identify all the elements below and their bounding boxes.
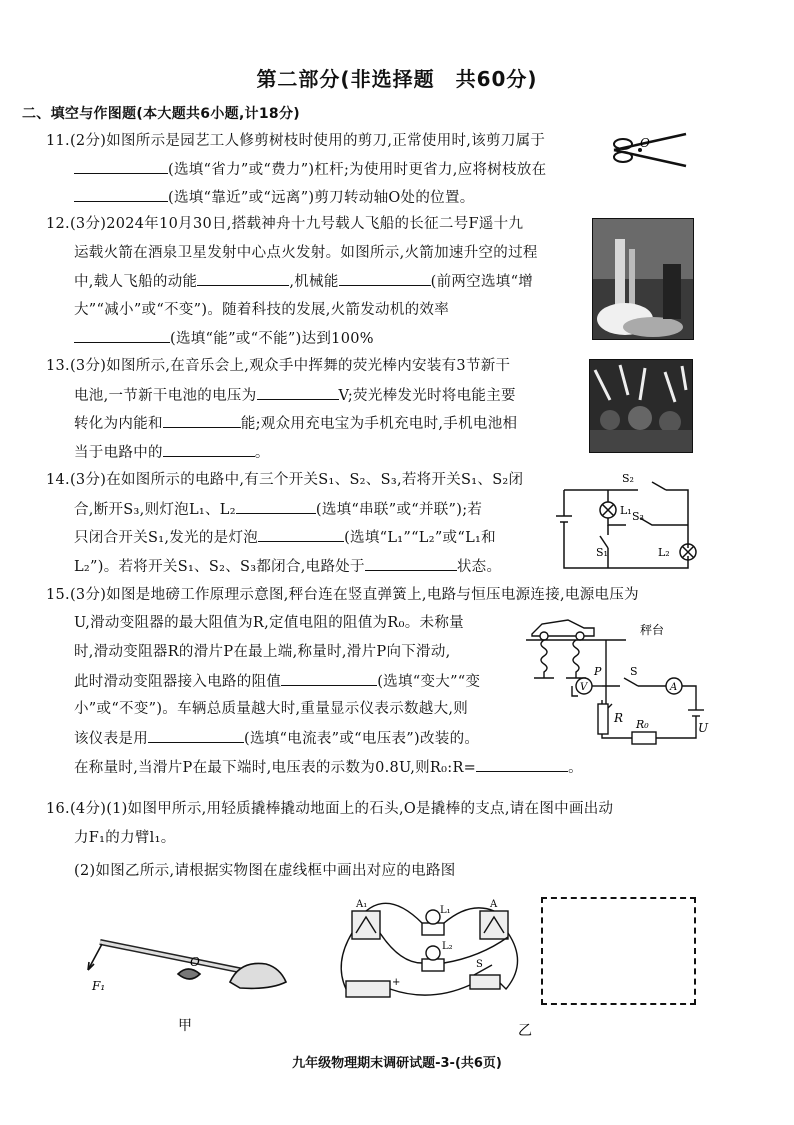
q14-blank-2[interactable]	[258, 527, 344, 542]
q16-line-1: 16.(4分)(1)如图甲所示,用轻质撬棒撬动地面上的石头,O是撬棒的支点,请在图中画出动	[46, 801, 614, 817]
weighbridge-s-label: S	[630, 665, 638, 678]
q15-line-6a: 该仪表是用	[74, 731, 148, 747]
q11-line-3: (选填“靠近”或“远离”)剪刀转动轴O处的位置。	[168, 190, 475, 206]
q15-blank-2[interactable]	[148, 728, 244, 743]
q14-line-2b: (选填“串联”或“并联”);若	[315, 502, 483, 518]
q13-line-3a: 转化为内能和	[74, 416, 163, 432]
q15-line-1: 15.(3分)如图是地磅工作原理示意图,秤台连在竖直弹簧上,电路与恒压电源连接,电源电压为	[46, 587, 639, 603]
q14-line-4a: L₂”)。若将开关S₁、S₂、S₃都闭合,电路处于	[74, 559, 365, 575]
q14-line-1: 14.(3分)在如图所示的电路中,有三个开关S₁、S₂、S₃,若将开关S₁、S₂闭	[46, 472, 524, 488]
q15-line-4b: (选填“变大”“变	[377, 674, 481, 690]
concert-photo	[589, 359, 693, 453]
q14-line-3a: 只闭合开关S₁,发光的是灯泡	[74, 530, 259, 546]
q12-blank-2[interactable]	[339, 271, 431, 286]
rocket-launch-photo	[592, 218, 694, 340]
q13-line-1: 13.(3分)如图所示,在音乐会上,观众手中挥舞的荧光棒内安装有3节新干	[46, 358, 511, 374]
q13-line-2b: V;荧光棒发光时将电能主要	[338, 388, 516, 404]
q14-circuit-diagram	[548, 470, 698, 578]
q12-line-5: (选填“能”或“不能”)达到100%	[170, 331, 374, 347]
q13-line-2a: 电池,一节新干电池的电压为	[74, 388, 257, 404]
physical-s-label: S	[476, 959, 483, 970]
weighbridge-r0-label: R₀	[636, 718, 649, 731]
page-title: 第二部分(非选择题 共60分)	[256, 67, 538, 91]
physical-l2-label: L₂	[442, 941, 453, 952]
physical-plus-label: +	[392, 977, 401, 988]
figure-b-caption: 乙	[518, 1023, 532, 1039]
q12-line-1: 12.(3分)2024年10月30日,搭载神舟十九号载人飞船的长征二号F遥十九	[46, 216, 524, 232]
q13-blank-3[interactable]	[163, 442, 255, 457]
scissors-figure	[610, 128, 690, 172]
section-heading: 二、填空与作图题(本大题共6小题,计18分)	[22, 106, 300, 122]
weighbridge-platform-label: 秤台	[640, 623, 665, 637]
scissors-o-label: O	[640, 136, 650, 150]
q12-blank-1[interactable]	[197, 271, 289, 286]
weighbridge-p-label: P	[594, 665, 602, 678]
physical-a1-label: A₁	[356, 899, 368, 910]
q13-line-3b: 能;观众用充电宝为手机充电时,手机电池相	[240, 416, 518, 432]
q12-line-3c: (前两空选填“增	[430, 274, 534, 290]
weighbridge-a-label: A	[670, 682, 678, 693]
q12-line-2: 运载火箭在酒泉卫星发射中心点火发射。如图所示,火箭加速升空的过程	[74, 245, 538, 261]
weighbridge-u-label: U	[698, 721, 709, 735]
page-footer: 九年级物理期末调研试题-3-(共6页)	[292, 1056, 502, 1071]
q15-line-3: 时,滑动变阻器R的滑片P在最上端,称量时,滑片P向下滑动,	[74, 644, 451, 660]
weighbridge-r-label: R	[614, 711, 624, 725]
q11-blank-2[interactable]	[74, 187, 168, 202]
physical-a-label: A	[490, 899, 498, 910]
q13-line-4a: 当于电路中的	[74, 445, 163, 461]
q14-s1-label: S₁	[596, 546, 608, 559]
physical-l1-label: L₁	[440, 905, 451, 916]
answer-dashed-box[interactable]	[541, 897, 696, 1005]
q15-line-6b: (选填“电流表”或“电压表”)改装的。	[244, 731, 480, 747]
lever-f1-label: F₁	[92, 979, 106, 993]
q12-line-3a: 中,载人飞船的动能	[74, 274, 198, 290]
q14-l2-label: L₂	[658, 546, 670, 559]
q14-line-3b: (选填“L₁”“L₂”或“L₁和	[344, 530, 496, 546]
q11-blank-1[interactable]	[74, 159, 168, 174]
q15-line-7a: 在称量时,当滑片P在最下端时,电压表的示数为0.8U,则R₀:R=	[74, 760, 477, 776]
q11-line-2: (选填“省力”或“费力”)杠杆;为使用时更省力,应将树枝放在	[168, 162, 547, 178]
q11-line-1: 11.(2分)如图所示是园艺工人修剪树枝时使用的剪刀,正常使用时,该剪刀属于	[46, 133, 546, 149]
q14-s2-label: S₂	[622, 472, 634, 485]
q12-line-4: 大”“减小”或“不变”)。随着科技的发展,火箭发动机的效率	[74, 302, 450, 318]
q16-line-2: 力F₁的力臂l₁。	[74, 830, 176, 846]
weighbridge-diagram	[520, 612, 714, 752]
lever-o-label: O	[190, 955, 200, 969]
figure-a-caption: 甲	[178, 1018, 192, 1034]
q14-s3-label: S₃	[632, 510, 644, 523]
q15-line-7b: 。	[568, 760, 583, 776]
q12-line-3b: ,机械能	[289, 274, 339, 290]
q15-blank-3[interactable]	[476, 757, 568, 772]
q14-line-4b: 状态。	[456, 559, 502, 575]
weighbridge-v-label: V	[580, 682, 588, 693]
q16-line-3: (2)如图乙所示,请根据实物图在虚线框中画出对应的电路图	[74, 863, 456, 879]
q15-blank-1[interactable]	[281, 671, 377, 686]
q12-blank-3[interactable]	[74, 328, 170, 343]
q15-line-4a: 此时滑动变阻器接入电路的阻值	[74, 674, 282, 690]
q14-blank-1[interactable]	[236, 499, 316, 514]
q13-blank-2[interactable]	[163, 413, 241, 428]
q15-line-5: 小”或“不变”)。车辆总质量越大时,重量显示仪表示数越大,则	[74, 701, 469, 717]
q14-l1-label: L₁	[620, 504, 632, 517]
q15-line-2: U,滑动变阻器的最大阻值为R,定值电阻的阻值为R₀。未称量	[74, 615, 464, 631]
physical-circuit-figure	[330, 893, 530, 1043]
q14-blank-3[interactable]	[365, 556, 457, 571]
lever-figure	[80, 930, 300, 1040]
q14-line-2a: 合,断开S₃,则灯泡L₁、L₂	[74, 502, 236, 518]
q13-line-4b: 。	[254, 445, 270, 461]
q13-blank-1[interactable]	[257, 385, 339, 400]
